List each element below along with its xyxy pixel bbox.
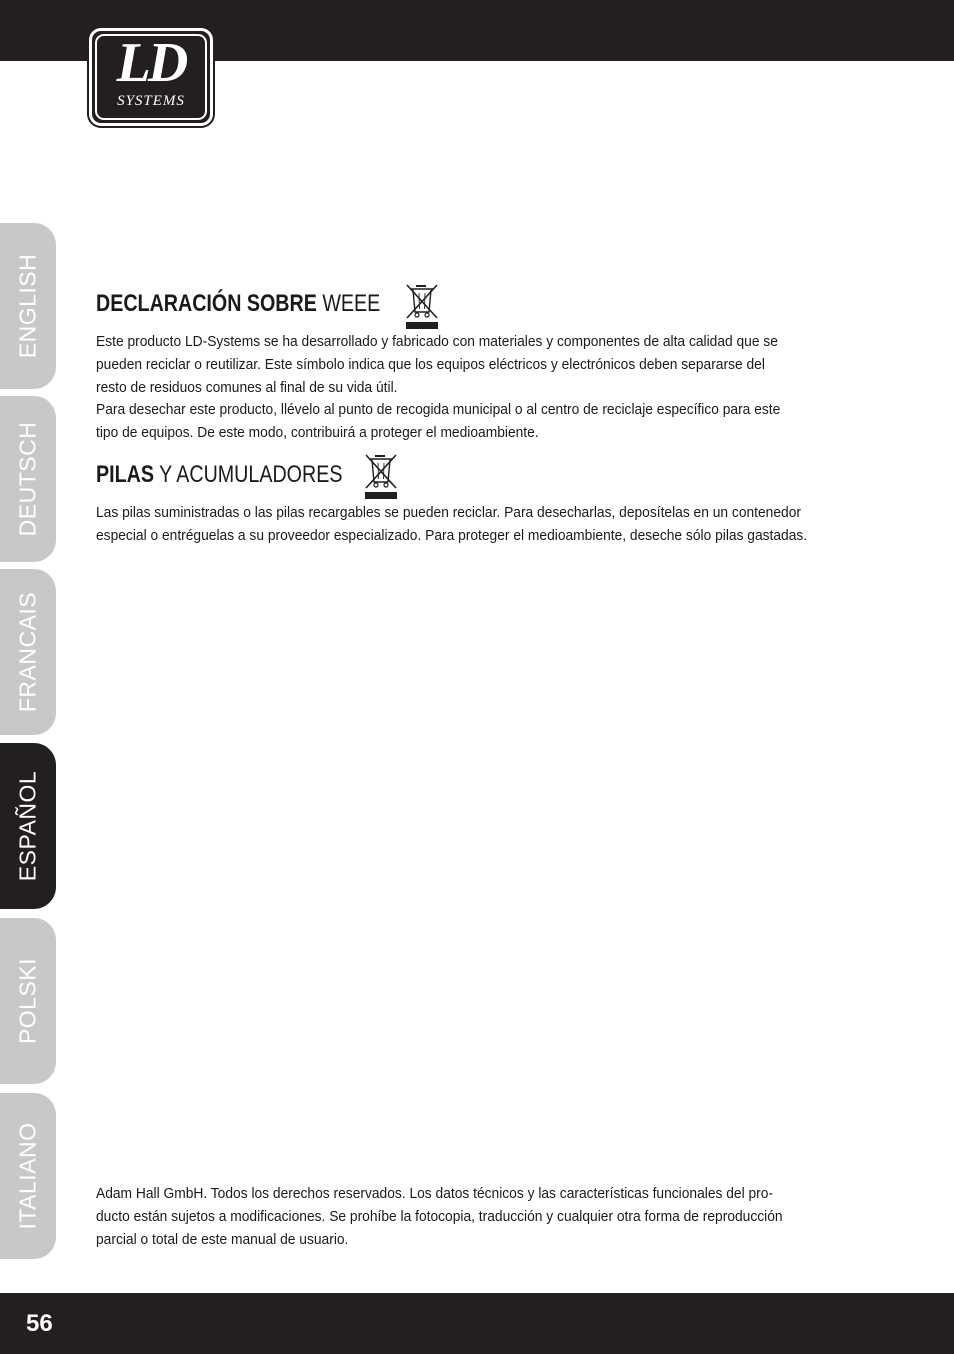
weee-paragraph: [96, 331, 856, 445]
logo-text: LD: [116, 32, 186, 94]
weee-line: Este producto LD-Systems se ha desarrollado y fabricado con materiales y componentes de alta calidad que se: [96, 333, 778, 350]
page-number: 56: [26, 1310, 53, 1337]
batteries-line: Las pilas suministradas o las pilas recargables se pueden reciclar. Para desecharlas, deposítelas en un contenedor: [96, 504, 801, 521]
tab-francais[interactable]: [0, 569, 56, 735]
legal-paragraph: [96, 1183, 856, 1251]
weee-line: Para desechar este producto, llévelo al punto de recogida municipal o al centro de reciclaje específico para este: [96, 401, 781, 419]
tab-label: POLSKI: [14, 957, 41, 1045]
crossed-bin-icon: [404, 282, 440, 330]
batteries-heading-bold: PILAS: [96, 461, 154, 488]
batteries-line: especial o entréguelas a su proveedor especializado. Para proteger el medioambiente, deseche sólo pilas gastadas.: [96, 526, 808, 544]
weee-line: resto de residuos comunes al final de su vida útil.: [96, 378, 398, 396]
tab-espanol[interactable]: [0, 743, 56, 909]
tab-label: FRANCAIS: [14, 591, 41, 713]
tab-deutsch[interactable]: [0, 396, 56, 562]
tab-label: DEUTSCH: [14, 421, 41, 537]
tab-label: ITALIANO: [14, 1122, 41, 1230]
weee-heading: [96, 289, 380, 319]
legal-line: parcial o total de este manual de usuario.: [96, 1230, 349, 1248]
weee-line: tipo de equipos. De este modo, contribuirá a proteger el medioambiente.: [96, 424, 539, 442]
legal-line: Adam Hall GmbH. Todos los derechos reservados. Los datos técnicos y las características funcionales del pro-: [96, 1185, 774, 1202]
weee-heading-rest: WEEE: [316, 290, 381, 317]
tab-italiano[interactable]: [0, 1093, 56, 1259]
tab-label: ESPAÑOL: [14, 770, 41, 882]
battery-bin-icon: [363, 452, 399, 500]
batteries-heading-rest: Y ACUMULADORES: [153, 461, 343, 488]
legal-line: ducto están sujetos a modificaciones. Se prohíbe la fotocopia, traducción y cualquier otra forma de reproducción: [96, 1207, 783, 1225]
tab-polski[interactable]: [0, 918, 56, 1084]
tab-english[interactable]: [0, 223, 56, 389]
weee-heading-bold: DECLARACIÓN SOBRE: [96, 290, 317, 317]
batteries-heading: [96, 460, 342, 490]
batteries-paragraph: [96, 502, 856, 548]
tab-label: ENGLISH: [14, 253, 41, 359]
ld-systems-logo: [89, 28, 213, 126]
logo-subtext: SYSTEMS: [117, 93, 185, 109]
weee-line: pueden reciclar o reutilizar. Este símbolo indica que los equipos eléctricos y electrónicos deben separarse del: [96, 355, 765, 373]
bottom-bar: [0, 1293, 954, 1354]
